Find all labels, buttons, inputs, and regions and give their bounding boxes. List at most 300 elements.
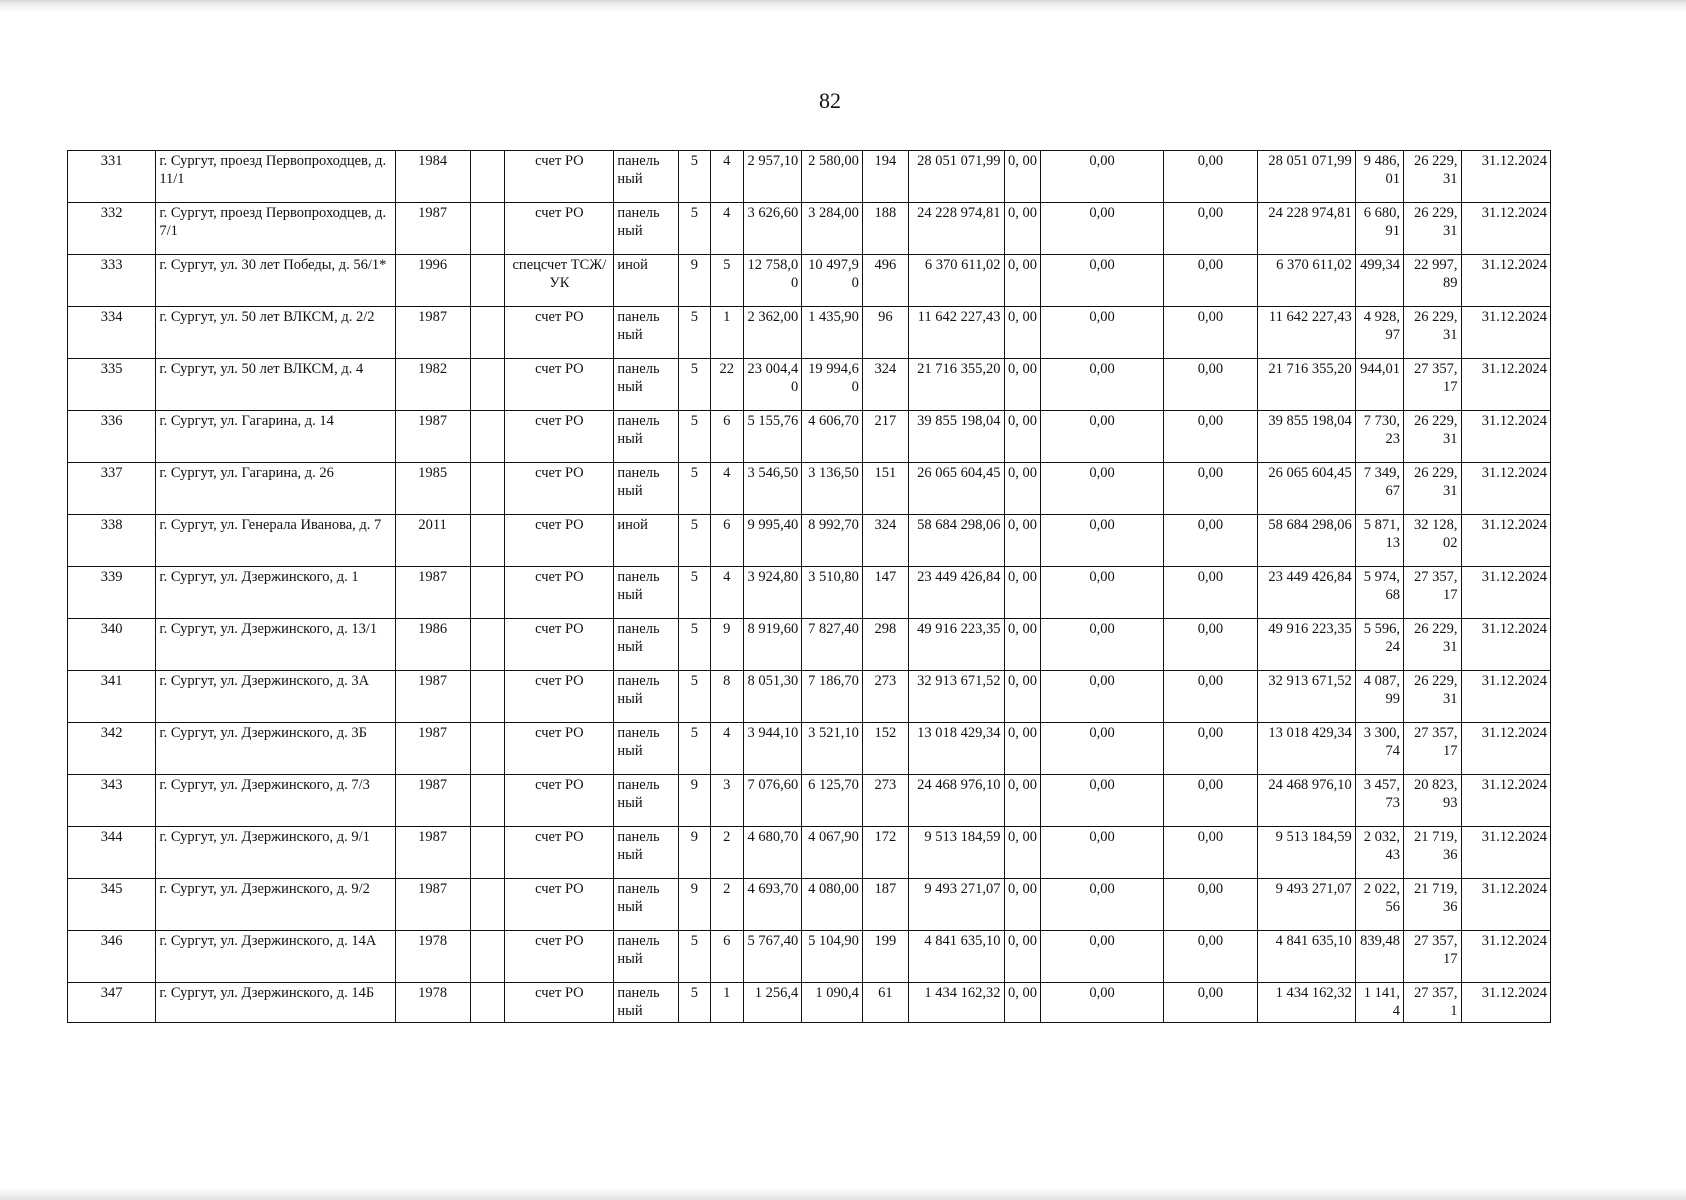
work-cost-total-cell: 49 916 223,35 <box>909 619 1005 671</box>
owners-share-cell: 24 468 976,10 <box>1258 775 1356 827</box>
budget-share-cell: 0,00 <box>1041 879 1163 931</box>
row-number-cell: 338 <box>68 515 156 567</box>
limit-cost-cell: 27 357,17 <box>1404 567 1462 619</box>
fund-share-cell: 0, 00 <box>1004 463 1041 515</box>
table-row <box>68 619 1551 671</box>
residents-cell: 188 <box>862 203 908 255</box>
fund-account-cell: счет РО <box>505 203 614 255</box>
blank-col-cell <box>470 775 505 827</box>
deadline-cell: 31.12.2024 <box>1461 879 1551 931</box>
other-share-cell: 0,00 <box>1163 463 1257 515</box>
other-share-cell: 0,00 <box>1163 307 1257 359</box>
work-cost-total-cell: 26 065 604,45 <box>909 463 1005 515</box>
wall-material-cell: панель ный <box>614 359 679 411</box>
floors-cell: 5 <box>679 619 711 671</box>
address-cell: г. Сургут, ул. Гагарина, д. 26 <box>156 463 395 515</box>
other-share-cell: 0,00 <box>1163 619 1257 671</box>
row-number-cell: 339 <box>68 567 156 619</box>
fund-share-cell: 0, 00 <box>1004 827 1041 879</box>
unit-cost-cell: 3 457,73 <box>1355 775 1403 827</box>
year-built-cell: 1987 <box>395 567 470 619</box>
table-row <box>68 879 1551 931</box>
unit-cost-cell: 5 871,13 <box>1355 515 1403 567</box>
living-area-cell: 10 497,90 <box>802 255 863 307</box>
owners-share-cell: 4 841 635,10 <box>1258 931 1356 983</box>
unit-cost-cell: 499,34 <box>1355 255 1403 307</box>
limit-cost-cell: 26 229,31 <box>1404 671 1462 723</box>
table-row <box>68 463 1551 515</box>
floors-cell: 9 <box>679 775 711 827</box>
table-row <box>68 567 1551 619</box>
other-share-cell: 0,00 <box>1163 723 1257 775</box>
table-row <box>68 307 1551 359</box>
unit-cost-cell: 944,01 <box>1355 359 1403 411</box>
residents-cell: 187 <box>862 879 908 931</box>
owners-share-cell: 9 513 184,59 <box>1258 827 1356 879</box>
owners-share-cell: 24 228 974,81 <box>1258 203 1356 255</box>
entrances-cell: 5 <box>710 255 743 307</box>
wall-material-cell: панель ный <box>614 671 679 723</box>
owners-share-cell: 32 913 671,52 <box>1258 671 1356 723</box>
address-cell: г. Сургут, проезд Первопроходцев, д. 11/1 <box>156 151 395 203</box>
unit-cost-cell: 5 596,24 <box>1355 619 1403 671</box>
residents-cell: 298 <box>862 619 908 671</box>
residents-cell: 152 <box>862 723 908 775</box>
floors-cell: 5 <box>679 203 711 255</box>
blank-col-cell <box>470 827 505 879</box>
address-cell: г. Сургут, ул. Дзержинского, д. 14Б <box>156 983 395 1023</box>
fund-account-cell: счет РО <box>505 879 614 931</box>
fund-account-cell: счет РО <box>505 775 614 827</box>
fund-account-cell: счет РО <box>505 411 614 463</box>
limit-cost-cell: 20 823,93 <box>1404 775 1462 827</box>
unit-cost-cell: 7 730,23 <box>1355 411 1403 463</box>
fund-share-cell: 0, 00 <box>1004 723 1041 775</box>
entrances-cell: 4 <box>710 723 743 775</box>
limit-cost-cell: 32 128,02 <box>1404 515 1462 567</box>
unit-cost-cell: 3 300,74 <box>1355 723 1403 775</box>
address-cell: г. Сургут, ул. Дзержинского, д. 9/2 <box>156 879 395 931</box>
fund-account-cell: счет РО <box>505 307 614 359</box>
fund-share-cell: 0, 00 <box>1004 411 1041 463</box>
limit-cost-cell: 26 229,31 <box>1404 151 1462 203</box>
floors-cell: 5 <box>679 359 711 411</box>
limit-cost-cell: 27 357,17 <box>1404 359 1462 411</box>
deadline-cell: 31.12.2024 <box>1461 359 1551 411</box>
total-area-cell: 8 051,30 <box>743 671 802 723</box>
owners-share-cell: 23 449 426,84 <box>1258 567 1356 619</box>
fund-share-cell: 0, 00 <box>1004 255 1041 307</box>
blank-col-cell <box>470 671 505 723</box>
year-built-cell: 2011 <box>395 515 470 567</box>
limit-cost-cell: 26 229,31 <box>1404 307 1462 359</box>
floors-cell: 5 <box>679 931 711 983</box>
address-cell: г. Сургут, ул. 50 лет ВЛКСМ, д. 2/2 <box>156 307 395 359</box>
entrances-cell: 6 <box>710 931 743 983</box>
residents-cell: 496 <box>862 255 908 307</box>
row-number-cell: 332 <box>68 203 156 255</box>
budget-share-cell: 0,00 <box>1041 671 1163 723</box>
living-area-cell: 19 994,60 <box>802 359 863 411</box>
address-cell: г. Сургут, ул. Дзержинского, д. 14А <box>156 931 395 983</box>
work-cost-total-cell: 9 513 184,59 <box>909 827 1005 879</box>
total-area-cell: 3 626,60 <box>743 203 802 255</box>
entrances-cell: 1 <box>710 983 743 1023</box>
address-cell: г. Сургут, ул. 50 лет ВЛКСМ, д. 4 <box>156 359 395 411</box>
blank-col-cell <box>470 619 505 671</box>
limit-cost-cell: 27 357,1 <box>1404 983 1462 1023</box>
page-number: 82 <box>819 88 841 113</box>
year-built-cell: 1987 <box>395 775 470 827</box>
work-cost-total-cell: 32 913 671,52 <box>909 671 1005 723</box>
table-row <box>68 723 1551 775</box>
other-share-cell: 0,00 <box>1163 983 1257 1023</box>
row-number-cell: 345 <box>68 879 156 931</box>
address-cell: г. Сургут, ул. Дзержинского, д. 1 <box>156 567 395 619</box>
living-area-cell: 3 136,50 <box>802 463 863 515</box>
total-area-cell: 1 256,4 <box>743 983 802 1023</box>
living-area-cell: 3 284,00 <box>802 203 863 255</box>
residents-cell: 273 <box>862 775 908 827</box>
scan-edge-top <box>0 0 1686 12</box>
fund-share-cell: 0, 00 <box>1004 931 1041 983</box>
other-share-cell: 0,00 <box>1163 515 1257 567</box>
work-cost-total-cell: 13 018 429,34 <box>909 723 1005 775</box>
owners-share-cell: 58 684 298,06 <box>1258 515 1356 567</box>
floors-cell: 5 <box>679 463 711 515</box>
entrances-cell: 8 <box>710 671 743 723</box>
table-row <box>68 983 1551 1023</box>
row-number-cell: 340 <box>68 619 156 671</box>
year-built-cell: 1987 <box>395 827 470 879</box>
budget-share-cell: 0,00 <box>1041 411 1163 463</box>
residents-cell: 273 <box>862 671 908 723</box>
total-area-cell: 4 680,70 <box>743 827 802 879</box>
limit-cost-cell: 22 997,89 <box>1404 255 1462 307</box>
total-area-cell: 5 155,76 <box>743 411 802 463</box>
work-cost-total-cell: 39 855 198,04 <box>909 411 1005 463</box>
floors-cell: 5 <box>679 983 711 1023</box>
work-cost-total-cell: 23 449 426,84 <box>909 567 1005 619</box>
address-cell: г. Сургут, ул. 30 лет Победы, д. 56/1* <box>156 255 395 307</box>
floors-cell: 5 <box>679 515 711 567</box>
table-row <box>68 671 1551 723</box>
year-built-cell: 1978 <box>395 931 470 983</box>
scan-edge-bottom <box>0 1188 1686 1200</box>
total-area-cell: 3 944,10 <box>743 723 802 775</box>
work-cost-total-cell: 4 841 635,10 <box>909 931 1005 983</box>
address-cell: г. Сургут, ул. Дзержинского, д. 3Б <box>156 723 395 775</box>
blank-col-cell <box>470 411 505 463</box>
budget-share-cell: 0,00 <box>1041 359 1163 411</box>
deadline-cell: 31.12.2024 <box>1461 515 1551 567</box>
living-area-cell: 1 435,90 <box>802 307 863 359</box>
entrances-cell: 6 <box>710 515 743 567</box>
total-area-cell: 23 004,40 <box>743 359 802 411</box>
living-area-cell: 4 067,90 <box>802 827 863 879</box>
budget-share-cell: 0,00 <box>1041 151 1163 203</box>
budget-share-cell: 0,00 <box>1041 827 1163 879</box>
address-cell: г. Сургут, ул. Гагарина, д. 14 <box>156 411 395 463</box>
work-cost-total-cell: 6 370 611,02 <box>909 255 1005 307</box>
budget-share-cell: 0,00 <box>1041 723 1163 775</box>
owners-share-cell: 11 642 227,43 <box>1258 307 1356 359</box>
other-share-cell: 0,00 <box>1163 827 1257 879</box>
wall-material-cell: панель ный <box>614 619 679 671</box>
blank-col-cell <box>470 931 505 983</box>
unit-cost-cell: 7 349,67 <box>1355 463 1403 515</box>
register-table <box>67 150 1551 1023</box>
blank-col-cell <box>470 255 505 307</box>
deadline-cell: 31.12.2024 <box>1461 463 1551 515</box>
wall-material-cell: панель ный <box>614 567 679 619</box>
floors-cell: 9 <box>679 879 711 931</box>
wall-material-cell: иной <box>614 255 679 307</box>
limit-cost-cell: 26 229,31 <box>1404 203 1462 255</box>
entrances-cell: 4 <box>710 151 743 203</box>
deadline-cell: 31.12.2024 <box>1461 151 1551 203</box>
work-cost-total-cell: 24 468 976,10 <box>909 775 1005 827</box>
year-built-cell: 1996 <box>395 255 470 307</box>
living-area-cell: 3 521,10 <box>802 723 863 775</box>
other-share-cell: 0,00 <box>1163 671 1257 723</box>
row-number-cell: 342 <box>68 723 156 775</box>
fund-account-cell: счет РО <box>505 463 614 515</box>
deadline-cell: 31.12.2024 <box>1461 931 1551 983</box>
entrances-cell: 1 <box>710 307 743 359</box>
floors-cell: 5 <box>679 723 711 775</box>
budget-share-cell: 0,00 <box>1041 931 1163 983</box>
year-built-cell: 1987 <box>395 307 470 359</box>
work-cost-total-cell: 21 716 355,20 <box>909 359 1005 411</box>
year-built-cell: 1978 <box>395 983 470 1023</box>
blank-col-cell <box>470 463 505 515</box>
total-area-cell: 9 995,40 <box>743 515 802 567</box>
fund-share-cell: 0, 00 <box>1004 515 1041 567</box>
row-number-cell: 335 <box>68 359 156 411</box>
work-cost-total-cell: 28 051 071,99 <box>909 151 1005 203</box>
owners-share-cell: 6 370 611,02 <box>1258 255 1356 307</box>
work-cost-total-cell: 24 228 974,81 <box>909 203 1005 255</box>
blank-col-cell <box>470 983 505 1023</box>
row-number-cell: 337 <box>68 463 156 515</box>
deadline-cell: 31.12.2024 <box>1461 723 1551 775</box>
entrances-cell: 4 <box>710 567 743 619</box>
limit-cost-cell: 26 229,31 <box>1404 619 1462 671</box>
residents-cell: 194 <box>862 151 908 203</box>
fund-share-cell: 0, 00 <box>1004 203 1041 255</box>
living-area-cell: 2 580,00 <box>802 151 863 203</box>
blank-col-cell <box>470 723 505 775</box>
fund-account-cell: счет РО <box>505 723 614 775</box>
living-area-cell: 1 090,4 <box>802 983 863 1023</box>
fund-share-cell: 0, 00 <box>1004 879 1041 931</box>
wall-material-cell: панель ный <box>614 775 679 827</box>
work-cost-total-cell: 11 642 227,43 <box>909 307 1005 359</box>
fund-share-cell: 0, 00 <box>1004 359 1041 411</box>
total-area-cell: 12 758,00 <box>743 255 802 307</box>
total-area-cell: 8 919,60 <box>743 619 802 671</box>
row-number-cell: 333 <box>68 255 156 307</box>
fund-account-cell: счет РО <box>505 567 614 619</box>
fund-share-cell: 0, 00 <box>1004 775 1041 827</box>
fund-share-cell: 0, 00 <box>1004 619 1041 671</box>
total-area-cell: 5 767,40 <box>743 931 802 983</box>
year-built-cell: 1985 <box>395 463 470 515</box>
row-number-cell: 341 <box>68 671 156 723</box>
blank-col-cell <box>470 879 505 931</box>
entrances-cell: 22 <box>710 359 743 411</box>
residents-cell: 172 <box>862 827 908 879</box>
unit-cost-cell: 4 928,97 <box>1355 307 1403 359</box>
address-cell: г. Сургут, проезд Первопроходцев, д. 7/1 <box>156 203 395 255</box>
unit-cost-cell: 2 032,43 <box>1355 827 1403 879</box>
total-area-cell: 3 924,80 <box>743 567 802 619</box>
total-area-cell: 2 957,10 <box>743 151 802 203</box>
residents-cell: 217 <box>862 411 908 463</box>
deadline-cell: 31.12.2024 <box>1461 619 1551 671</box>
limit-cost-cell: 27 357,17 <box>1404 931 1462 983</box>
blank-col-cell <box>470 203 505 255</box>
year-built-cell: 1987 <box>395 411 470 463</box>
wall-material-cell: панель ный <box>614 203 679 255</box>
work-cost-total-cell: 58 684 298,06 <box>909 515 1005 567</box>
blank-col-cell <box>470 359 505 411</box>
floors-cell: 9 <box>679 827 711 879</box>
row-number-cell: 331 <box>68 151 156 203</box>
total-area-cell: 7 076,60 <box>743 775 802 827</box>
table-row <box>68 411 1551 463</box>
deadline-cell: 31.12.2024 <box>1461 255 1551 307</box>
wall-material-cell: панель ный <box>614 411 679 463</box>
other-share-cell: 0,00 <box>1163 255 1257 307</box>
deadline-cell: 31.12.2024 <box>1461 411 1551 463</box>
other-share-cell: 0,00 <box>1163 775 1257 827</box>
owners-share-cell: 49 916 223,35 <box>1258 619 1356 671</box>
table-row <box>68 255 1551 307</box>
floors-cell: 5 <box>679 411 711 463</box>
fund-account-cell: счет РО <box>505 619 614 671</box>
unit-cost-cell: 6 680,91 <box>1355 203 1403 255</box>
deadline-cell: 31.12.2024 <box>1461 203 1551 255</box>
fund-share-cell: 0, 00 <box>1004 671 1041 723</box>
work-cost-total-cell: 9 493 271,07 <box>909 879 1005 931</box>
budget-share-cell: 0,00 <box>1041 515 1163 567</box>
residents-cell: 324 <box>862 515 908 567</box>
year-built-cell: 1982 <box>395 359 470 411</box>
row-number-cell: 336 <box>68 411 156 463</box>
entrances-cell: 2 <box>710 827 743 879</box>
total-area-cell: 2 362,00 <box>743 307 802 359</box>
year-built-cell: 1987 <box>395 879 470 931</box>
address-cell: г. Сургут, ул. Дзержинского, д. 3А <box>156 671 395 723</box>
table-row <box>68 515 1551 567</box>
wall-material-cell: панель ный <box>614 307 679 359</box>
limit-cost-cell: 26 229,31 <box>1404 411 1462 463</box>
address-cell: г. Сургут, ул. Дзержинского, д. 13/1 <box>156 619 395 671</box>
unit-cost-cell: 5 974,68 <box>1355 567 1403 619</box>
year-built-cell: 1987 <box>395 671 470 723</box>
floors-cell: 5 <box>679 567 711 619</box>
fund-account-cell: счет РО <box>505 151 614 203</box>
owners-share-cell: 21 716 355,20 <box>1258 359 1356 411</box>
unit-cost-cell: 2 022,56 <box>1355 879 1403 931</box>
living-area-cell: 7 186,70 <box>802 671 863 723</box>
owners-share-cell: 26 065 604,45 <box>1258 463 1356 515</box>
other-share-cell: 0,00 <box>1163 203 1257 255</box>
living-area-cell: 5 104,90 <box>802 931 863 983</box>
limit-cost-cell: 21 719,36 <box>1404 879 1462 931</box>
other-share-cell: 0,00 <box>1163 411 1257 463</box>
blank-col-cell <box>470 151 505 203</box>
living-area-cell: 4 606,70 <box>802 411 863 463</box>
living-area-cell: 6 125,70 <box>802 775 863 827</box>
other-share-cell: 0,00 <box>1163 359 1257 411</box>
wall-material-cell: панель ный <box>614 723 679 775</box>
table-row <box>68 203 1551 255</box>
fund-share-cell: 0, 00 <box>1004 307 1041 359</box>
blank-col-cell <box>470 567 505 619</box>
living-area-cell: 8 992,70 <box>802 515 863 567</box>
deadline-cell: 31.12.2024 <box>1461 827 1551 879</box>
other-share-cell: 0,00 <box>1163 151 1257 203</box>
budget-share-cell: 0,00 <box>1041 619 1163 671</box>
residents-cell: 324 <box>862 359 908 411</box>
budget-share-cell: 0,00 <box>1041 775 1163 827</box>
row-number-cell: 334 <box>68 307 156 359</box>
living-area-cell: 4 080,00 <box>802 879 863 931</box>
address-cell: г. Сургут, ул. Дзержинского, д. 7/3 <box>156 775 395 827</box>
budget-share-cell: 0,00 <box>1041 463 1163 515</box>
wall-material-cell: панель ный <box>614 463 679 515</box>
table-row <box>68 827 1551 879</box>
other-share-cell: 0,00 <box>1163 879 1257 931</box>
address-cell: г. Сургут, ул. Генерала Иванова, д. 7 <box>156 515 395 567</box>
deadline-cell: 31.12.2024 <box>1461 671 1551 723</box>
fund-share-cell: 0, 00 <box>1004 983 1041 1023</box>
fund-account-cell: счет РО <box>505 359 614 411</box>
budget-share-cell: 0,00 <box>1041 567 1163 619</box>
owners-share-cell: 28 051 071,99 <box>1258 151 1356 203</box>
work-cost-total-cell: 1 434 162,32 <box>909 983 1005 1023</box>
owners-share-cell: 13 018 429,34 <box>1258 723 1356 775</box>
fund-account-cell: счет РО <box>505 931 614 983</box>
residents-cell: 199 <box>862 931 908 983</box>
fund-share-cell: 0, 00 <box>1004 151 1041 203</box>
wall-material-cell: панель ный <box>614 151 679 203</box>
residents-cell: 96 <box>862 307 908 359</box>
deadline-cell: 31.12.2024 <box>1461 307 1551 359</box>
table-row <box>68 359 1551 411</box>
limit-cost-cell: 26 229,31 <box>1404 463 1462 515</box>
deadline-cell: 31.12.2024 <box>1461 983 1551 1023</box>
total-area-cell: 3 546,50 <box>743 463 802 515</box>
entrances-cell: 4 <box>710 203 743 255</box>
table-row <box>68 775 1551 827</box>
budget-share-cell: 0,00 <box>1041 255 1163 307</box>
budget-share-cell: 0,00 <box>1041 983 1163 1023</box>
fund-account-cell: счет РО <box>505 515 614 567</box>
budget-share-cell: 0,00 <box>1041 307 1163 359</box>
entrances-cell: 6 <box>710 411 743 463</box>
owners-share-cell: 39 855 198,04 <box>1258 411 1356 463</box>
unit-cost-cell: 9 486,01 <box>1355 151 1403 203</box>
entrances-cell: 4 <box>710 463 743 515</box>
unit-cost-cell: 839,48 <box>1355 931 1403 983</box>
residents-cell: 61 <box>862 983 908 1023</box>
wall-material-cell: панель ный <box>614 931 679 983</box>
floors-cell: 5 <box>679 151 711 203</box>
